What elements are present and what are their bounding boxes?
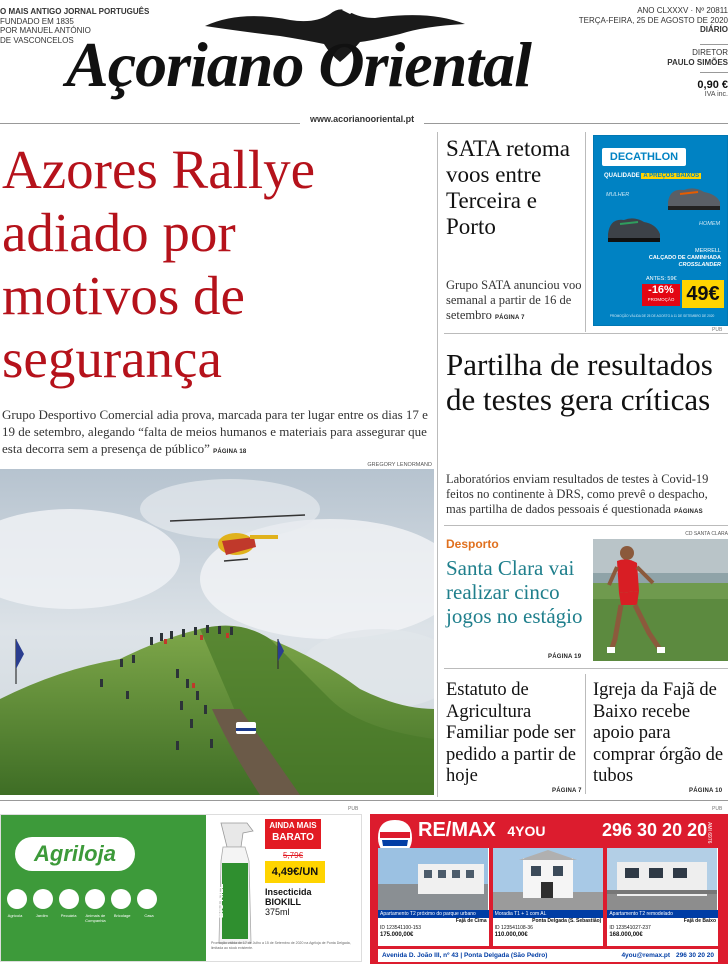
ads-rule bbox=[0, 800, 728, 801]
director-label: DIRETOR bbox=[692, 48, 728, 57]
tagline-3: POR MANUEL ANTÓNIO bbox=[0, 26, 91, 35]
remax-logo bbox=[418, 818, 545, 843]
listing-title: Apartamento T2 próximo do parque urbano bbox=[378, 910, 489, 918]
house-icon bbox=[137, 889, 157, 909]
house-photo bbox=[493, 848, 603, 910]
divider bbox=[700, 72, 728, 73]
sata-page-ref[interactable]: PÁGINA 7 bbox=[494, 315, 525, 321]
row-rule bbox=[444, 525, 728, 526]
agriloja-category-labels bbox=[3, 913, 161, 923]
row-rule bbox=[444, 333, 728, 334]
promo-label: PROMOÇÃO bbox=[647, 297, 675, 302]
sata-headline[interactable]: SATA retoma voos entre Terceira e Porto bbox=[446, 136, 571, 239]
remax-listings bbox=[378, 848, 718, 946]
partilha-summary-text: Laboratórios enviam resultados de testes à Covid-19 feitos no continente à DRS, como prevê o despacho, mas partilha de dados pessoais é questionada bbox=[446, 472, 709, 516]
masthead-issue-info bbox=[579, 6, 728, 35]
spray-bottle-icon bbox=[213, 817, 261, 947]
lead-summary bbox=[2, 406, 434, 461]
house-photo bbox=[378, 848, 488, 910]
decathlon-logo: DECATHLON bbox=[602, 148, 686, 166]
remax-address: Avenida D. João III, nº 43 | Ponta Delgada (São Pedro) bbox=[382, 952, 548, 959]
category-label: Jardim bbox=[35, 913, 48, 918]
product-line-2: CROSSLANDER bbox=[678, 262, 721, 268]
sport-kicker: Desporto bbox=[446, 537, 499, 551]
decathlon-slogan bbox=[604, 173, 701, 179]
listing-card[interactable] bbox=[378, 848, 489, 946]
estatuto-page-ref[interactable]: PÁGINA 7 bbox=[552, 788, 582, 794]
issue-date: TERÇA-FEIRA, 25 DE AGOSTO DE 2020 bbox=[578, 15, 728, 25]
discount-badge bbox=[642, 284, 680, 306]
football-player-photo bbox=[593, 539, 728, 661]
decathlon-ad[interactable] bbox=[593, 135, 728, 326]
tagline-2: FUNDADO EM 1835 bbox=[0, 16, 74, 26]
remax-email[interactable]: 4you@remax.pt bbox=[621, 952, 671, 959]
price-tax: IVA inc. bbox=[704, 91, 728, 98]
column-rule bbox=[437, 132, 438, 797]
tagline-1: O MAIS ANTIGO JORNAL PORTUGUÊS bbox=[0, 7, 150, 16]
column-rule bbox=[585, 132, 586, 332]
masthead-title: Açoriano Oriental bbox=[66, 29, 531, 100]
estatuto-headline[interactable]: Estatuto de Agricultura Familiar pode ser pedido a partir de hoje bbox=[446, 680, 576, 786]
decathlon-slogan-2: A PREÇOS BAIXOS bbox=[643, 173, 700, 179]
discount-value: -16% bbox=[648, 284, 674, 296]
director-name: PAULO SIMÕES bbox=[667, 58, 728, 67]
rally-photo bbox=[0, 469, 434, 795]
remax-side-label: AMI 6976 bbox=[706, 822, 712, 844]
product-brand: MERRELL bbox=[695, 248, 721, 254]
listing-title: Moradia T1 + 1 com AL bbox=[493, 910, 604, 918]
product-line-1: CALÇADO DE CAMINHADA bbox=[648, 255, 721, 261]
product-name-1: Insecticida bbox=[265, 887, 312, 897]
listing-price: 110.000,00€ bbox=[494, 932, 528, 938]
decathlon-price: 49€ bbox=[682, 280, 724, 308]
sata-summary bbox=[446, 278, 584, 326]
listing-card[interactable] bbox=[493, 848, 604, 946]
column-rule bbox=[585, 674, 586, 794]
listing-id: ID 123541100-153 bbox=[380, 925, 422, 931]
chicken-icon bbox=[59, 889, 79, 909]
category-label: Animais de Companhia bbox=[85, 913, 106, 923]
remax-brand: RE/MAX bbox=[418, 819, 496, 841]
label-man: HOMEM bbox=[699, 221, 721, 227]
category-label: Pecuária bbox=[60, 913, 77, 918]
price-banner bbox=[265, 819, 321, 849]
tagline-4: DE VASCONCELOS bbox=[0, 35, 74, 45]
lead-page-ref[interactable]: PÁGINA 18 bbox=[213, 449, 247, 455]
website-link[interactable]: www.acorianooriental.pt bbox=[300, 114, 424, 124]
listing-card[interactable] bbox=[607, 848, 718, 946]
santa-clara-photo-credit: CD SANTA CLARA bbox=[685, 531, 728, 537]
flower-icon bbox=[33, 889, 53, 909]
partilha-headline[interactable]: Partilha de resultados de testes gera críticas bbox=[446, 347, 713, 417]
hiking-shoe-icon bbox=[604, 212, 664, 244]
banner-line-1: AINDA MAIS bbox=[269, 821, 317, 830]
biokill-label: BIO KILL bbox=[216, 883, 225, 918]
masthead bbox=[0, 0, 728, 128]
price-value: 0,90 € bbox=[697, 79, 728, 91]
listing-title: Apartamento T2 remodelado bbox=[607, 910, 718, 918]
issue-frequency: DIÁRIO bbox=[700, 25, 728, 34]
agriloja-category-icons bbox=[7, 889, 157, 909]
row-rule bbox=[444, 668, 728, 669]
agriloja-pub-label: PUB bbox=[348, 806, 359, 812]
banner-line-2: BARATO bbox=[272, 832, 314, 843]
remax-ad[interactable] bbox=[370, 814, 728, 964]
sata-summary-text: Grupo SATA anunciou voo semanal a partir de 16 de setembro bbox=[446, 278, 582, 322]
remax-pub-label: PUB bbox=[712, 806, 723, 812]
product-name-2: BIOKILL bbox=[265, 897, 301, 907]
decathlon-product bbox=[649, 248, 721, 269]
santa-clara-headline[interactable]: Santa Clara vai realizar cinco jogos no estágio bbox=[446, 556, 583, 628]
tractor-icon bbox=[7, 889, 27, 909]
listing-location: Fajã de Baixo bbox=[683, 918, 717, 924]
partilha-summary bbox=[446, 472, 728, 520]
lead-summary-text: Grupo Desportivo Comercial adia prova, marcada para ter lugar entre os dias 17 e 19 de setembro, alegando “falta de meios humanos e materiais para assegurar que esta decorra sem a presença de público” bbox=[2, 407, 428, 456]
remax-footer bbox=[378, 949, 718, 962]
santa-clara-page-ref[interactable]: PÁGINA 19 bbox=[548, 654, 582, 660]
hammer-icon bbox=[111, 889, 131, 909]
dog-icon bbox=[85, 889, 105, 909]
decathlon-pub-label: PUB bbox=[712, 327, 723, 333]
agriloja-ad[interactable] bbox=[0, 814, 362, 962]
listing-price: 175.000,00€ bbox=[380, 932, 414, 938]
house-photo bbox=[607, 848, 717, 910]
listing-id: ID 123541108-36 bbox=[494, 925, 533, 931]
remax-agency: 4YOU bbox=[507, 823, 546, 839]
igreja-headline[interactable]: Igreja da Fajã de Baixo recebe apoio para comprar órgão de tubos bbox=[593, 680, 724, 786]
remax-phone[interactable]: 296 30 20 20 bbox=[602, 820, 708, 840]
listing-location: Fajã de Cima bbox=[455, 918, 487, 924]
agriloja-logo: Agriloja bbox=[15, 837, 135, 871]
agriloja-product bbox=[265, 887, 312, 917]
hiking-shoe-icon bbox=[664, 182, 724, 212]
listing-price: 168.000,00€ bbox=[609, 932, 643, 938]
category-label: Bricolage bbox=[113, 913, 131, 918]
masthead-director bbox=[667, 48, 728, 68]
issue-number: ANO CLXXXV · Nº 20811 bbox=[637, 6, 728, 15]
category-label: Agrícola bbox=[7, 913, 23, 918]
divider bbox=[700, 44, 728, 45]
decathlon-fineprint: PROMOÇÃO VÁLIDA DE 25 DE AGOSTO A 11 DE SETEMBRO DE 2020 bbox=[609, 314, 715, 318]
label-woman: MULHER bbox=[606, 192, 630, 198]
category-label: Casa bbox=[144, 913, 154, 918]
masthead-price bbox=[697, 79, 728, 99]
igreja-page-ref[interactable]: PÁGINA 10 bbox=[689, 788, 723, 794]
lead-photo-credit: GREGORY LENORMAND bbox=[367, 462, 432, 468]
old-price: 5,79€ bbox=[283, 851, 304, 860]
listing-location: Ponta Delgada (S. Sebastião) bbox=[532, 918, 602, 924]
partilha-page-ref[interactable]: PÁGINAS bbox=[674, 509, 703, 515]
decathlon-slogan-1: QUALIDADE bbox=[604, 173, 640, 179]
lead-headline[interactable]: Azores Rallye adiado por motivos de segurança bbox=[2, 139, 316, 389]
agriloja-fineprint: Promoção válida de 17 de Julho a 15 de Setembro de 2020 na Agriloja de Ponta Delgada, limitada ao stock existente. bbox=[211, 941, 351, 950]
before-price: ANTES: 59€ bbox=[646, 276, 677, 282]
listing-id: ID 123541027-237 bbox=[609, 925, 651, 931]
agriloja-price: 4,49€/UN bbox=[265, 861, 325, 883]
remax-footer-phone[interactable]: 296 30 20 20 bbox=[676, 952, 714, 959]
product-volume: 375ml bbox=[265, 907, 290, 917]
